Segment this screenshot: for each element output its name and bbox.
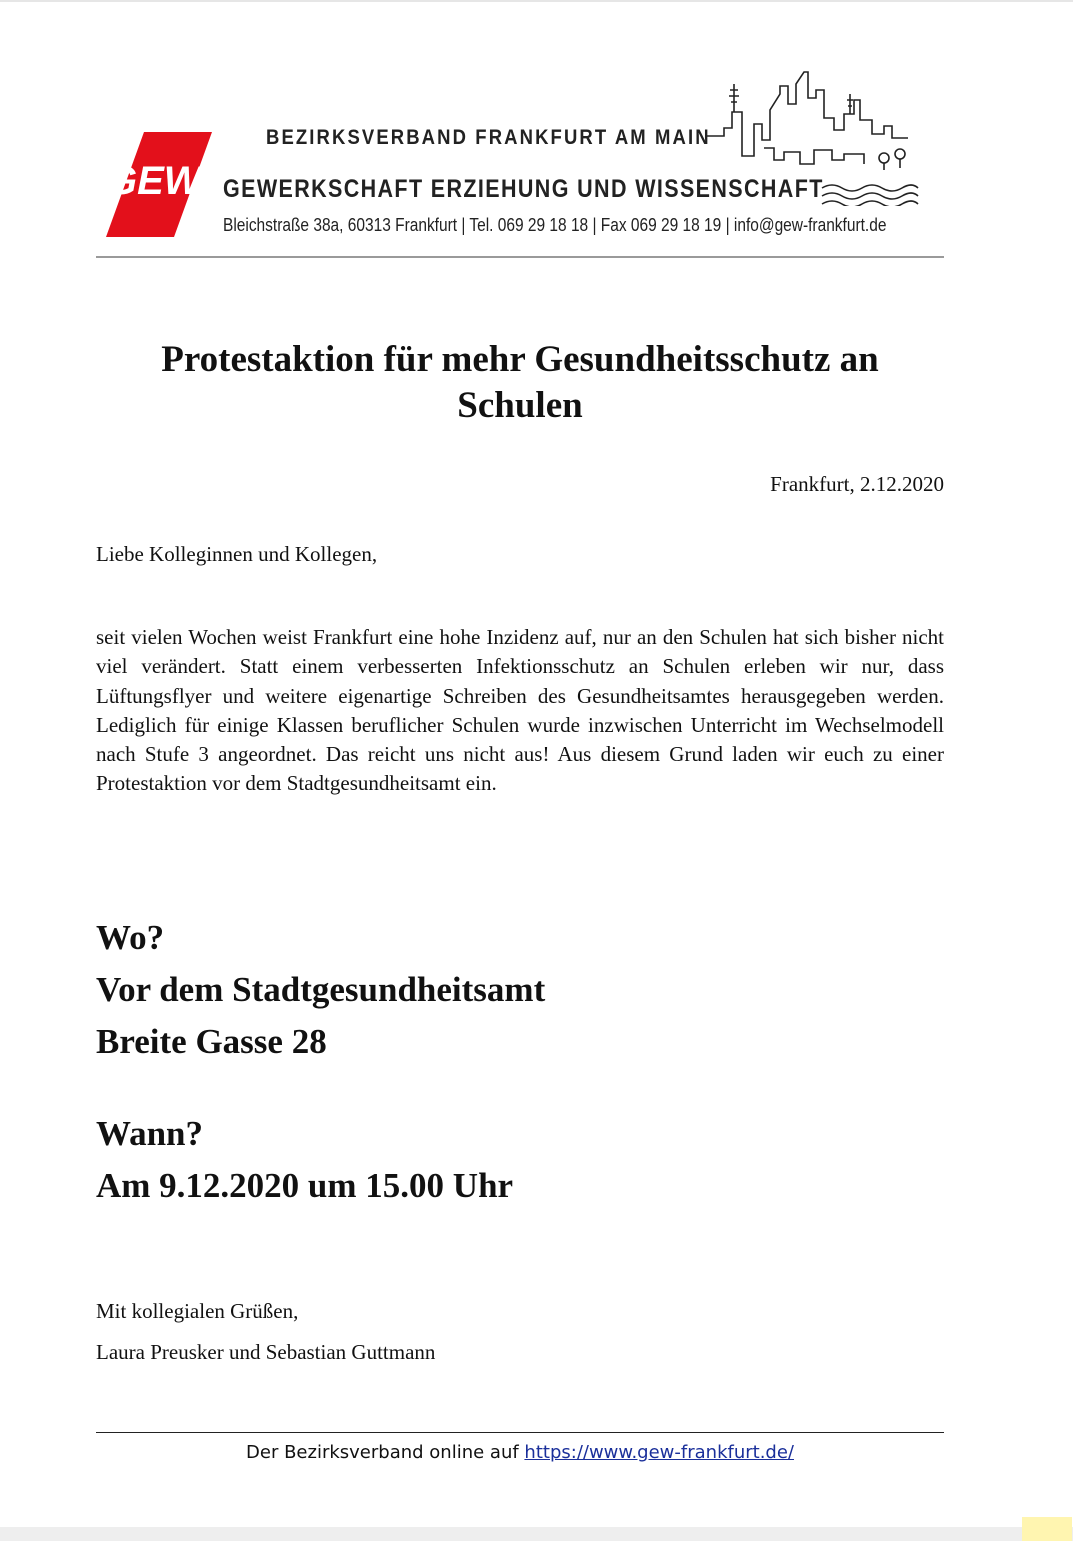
letter-date: Frankfurt, 2.12.2020 bbox=[770, 472, 944, 496]
when-datetime: Am 9.12.2020 um 15.00 Uhr bbox=[96, 1166, 514, 1205]
signatories: Laura Preusker und Sebastian Guttmann bbox=[96, 1340, 436, 1364]
frankfurt-skyline-icon bbox=[704, 64, 924, 206]
where-label: Wo? bbox=[96, 918, 165, 957]
footer-text: Der Bezirksverband online auf bbox=[246, 1442, 525, 1463]
footer bbox=[96, 1442, 944, 1463]
salutation: Liebe Kolleginnen und Kollegen, bbox=[96, 542, 378, 566]
page-bottom-border bbox=[0, 1527, 1073, 1541]
letterhead bbox=[96, 60, 944, 260]
when-label: Wann? bbox=[96, 1114, 203, 1153]
org-subtitle: BEZIRKSVERBAND FRANKFURT AM MAIN bbox=[266, 126, 711, 149]
header-divider bbox=[96, 256, 944, 258]
gew-logo-graphic bbox=[102, 132, 212, 237]
svg-text:GEW: GEW bbox=[106, 159, 202, 203]
page-top-border bbox=[0, 0, 1073, 2]
annotation-marker bbox=[1022, 1517, 1072, 1541]
document-title: Protestaktion für mehr Gesundheitsschutz an Schulen bbox=[161, 339, 879, 426]
org-name: GEWERKSCHAFT ERZIEHUNG UND WISSENSCHAFT bbox=[223, 175, 824, 203]
footer-divider bbox=[96, 1432, 944, 1433]
body-paragraph: seit vielen Wochen weist Frankfurt eine hohe Inzidenz auf, nur an den Schulen hat sich bisher nicht viel verändert. Statt einem verbesserten Infektionsschutz an Schulen erleben wir nur, dass Lüftungsflyer und weitere eigenartige Schreiben des Gesundheitsamtes herausgegeben werden. Lediglich für einige Klassen beruflicher Schulen wurde inzwischen Unterricht im Wechselmodell nach Stufe 3 angeordnet. Das reicht uns nicht aus! Aus diesem Grund laden wir euch zu einer Protestaktion vor dem Stadtgesundheitsamt ein. bbox=[96, 625, 944, 796]
org-address: Bleichstraße 38a, 60313 Frankfurt | Tel. 069 29 18 18 | Fax 069 29 18 19 | info@gew-frankfurt.de bbox=[223, 215, 887, 235]
where-place: Vor dem Stadtgesundheitsamt bbox=[96, 970, 546, 1009]
footer-website-link[interactable]: https://www.gew-frankfurt.de/ bbox=[524, 1442, 794, 1463]
where-address: Breite Gasse 28 bbox=[96, 1022, 327, 1061]
closing-greeting: Mit kollegialen Grüßen, bbox=[96, 1299, 299, 1323]
gew-logo bbox=[102, 132, 212, 237]
